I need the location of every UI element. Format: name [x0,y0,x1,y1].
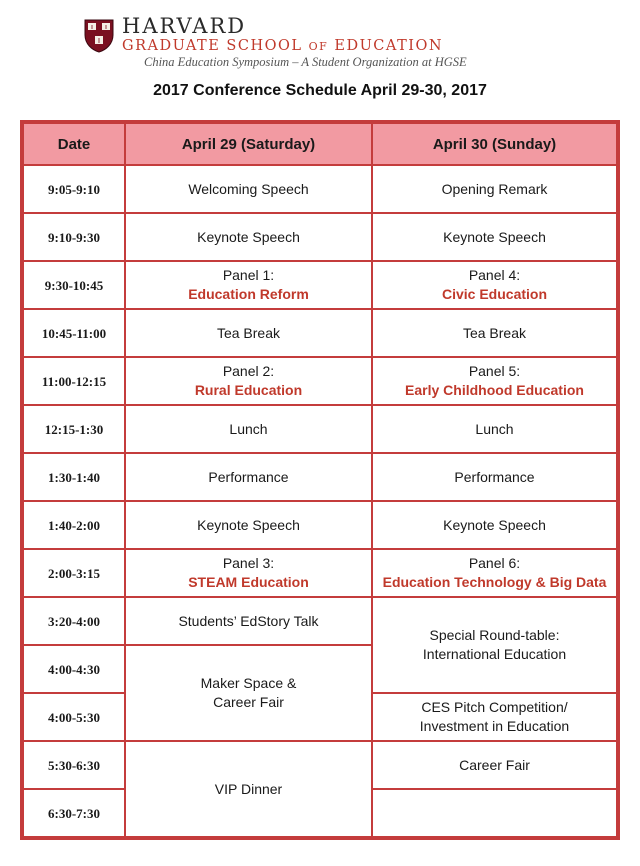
time-cell: 12:15-1:30 [23,405,125,453]
time-cell: 1:30-1:40 [23,453,125,501]
saturday-cell [125,645,372,741]
sunday-cell: Keynote Speech [372,501,617,549]
brand-school-name: GRADUATE SCHOOL OF EDUCATION [122,38,444,54]
time-cell: 9:30-10:45 [23,261,125,309]
panel-label: Panel 3: [222,555,275,571]
column-header-date: Date [23,123,125,165]
session-line: Maker Space & [200,675,297,691]
session-line: Career Fair [213,694,284,710]
table-row [23,549,617,597]
sunday-cell: Keynote Speech [372,213,617,261]
session-line: Special Round-table: [429,627,560,643]
saturday-cell: Students’ EdStory Talk [125,597,372,645]
saturday-cell: Welcoming Speech [125,165,372,213]
time-cell: 11:00-12:15 [23,357,125,405]
table-row [23,261,617,309]
time-cell: 1:40-2:00 [23,501,125,549]
session-line: Investment in Education [419,718,570,734]
brand-title: HARVARD [122,14,247,38]
table-row [23,453,617,501]
panel-topic: Early Childhood Education [405,382,584,398]
table-row [23,165,617,213]
sunday-cell [372,357,617,405]
sunday-cell [372,693,617,741]
column-header-saturday: April 29 (Saturday) [125,123,372,165]
time-cell: 9:05-9:10 [23,165,125,213]
sunday-cell: Performance [372,453,617,501]
time-cell: 5:30-6:30 [23,741,125,789]
time-cell: 6:30-7:30 [23,789,125,837]
sunday-cell: Opening Remark [372,165,617,213]
sunday-cell-empty [372,789,617,837]
time-cell: 4:00-5:30 [23,693,125,741]
panel-label: Panel 2: [222,363,275,379]
page-title: 2017 Conference Schedule April 29-30, 2017 [153,82,487,99]
time-cell: 9:10-9:30 [23,213,125,261]
saturday-cell: Keynote Speech [125,501,372,549]
saturday-cell: Performance [125,453,372,501]
sunday-cell: Lunch [372,405,617,453]
panel-topic: Rural Education [194,382,303,398]
table-row [23,501,617,549]
document-header [0,0,640,112]
time-cell: 4:00-4:30 [23,645,125,693]
table-row [23,405,617,453]
saturday-cell: VIP Dinner [125,741,372,837]
panel-label: Panel 4: [468,267,521,283]
table-row [23,309,617,357]
session-line: CES Pitch Competition/ [421,699,568,715]
table-row [23,213,617,261]
sunday-cell: Tea Break [372,309,617,357]
time-cell: 3:20-4:00 [23,597,125,645]
panel-label: Panel 1: [222,267,275,283]
time-cell: 10:45-11:00 [23,309,125,357]
sunday-cell: Career Fair [372,741,617,789]
saturday-cell: Lunch [125,405,372,453]
table-row [23,741,617,789]
saturday-cell [125,549,372,597]
sunday-cell [372,261,617,309]
saturday-cell: Tea Break [125,309,372,357]
column-header-sunday: April 30 (Sunday) [372,123,617,165]
panel-label: Panel 6: [468,555,521,571]
panel-topic: Education Reform [188,286,309,302]
session-line: International Education [422,646,567,662]
table-header-row [23,123,617,165]
saturday-cell: Keynote Speech [125,213,372,261]
panel-topic: STEAM Education [188,574,309,590]
panel-topic: Education Technology & Big Data [382,574,607,590]
time-cell: 2:00-3:15 [23,549,125,597]
table-row [23,357,617,405]
table-row [23,597,617,645]
saturday-cell [125,261,372,309]
sunday-cell [372,597,617,693]
schedule-table [20,120,620,840]
panel-label: Panel 5: [468,363,521,379]
harvard-shield-icon [84,19,114,53]
sunday-cell [372,549,617,597]
saturday-cell [125,357,372,405]
organization-subtitle: China Education Symposium – A Student Organization at HGSE [144,55,467,69]
panel-topic: Civic Education [441,286,548,302]
